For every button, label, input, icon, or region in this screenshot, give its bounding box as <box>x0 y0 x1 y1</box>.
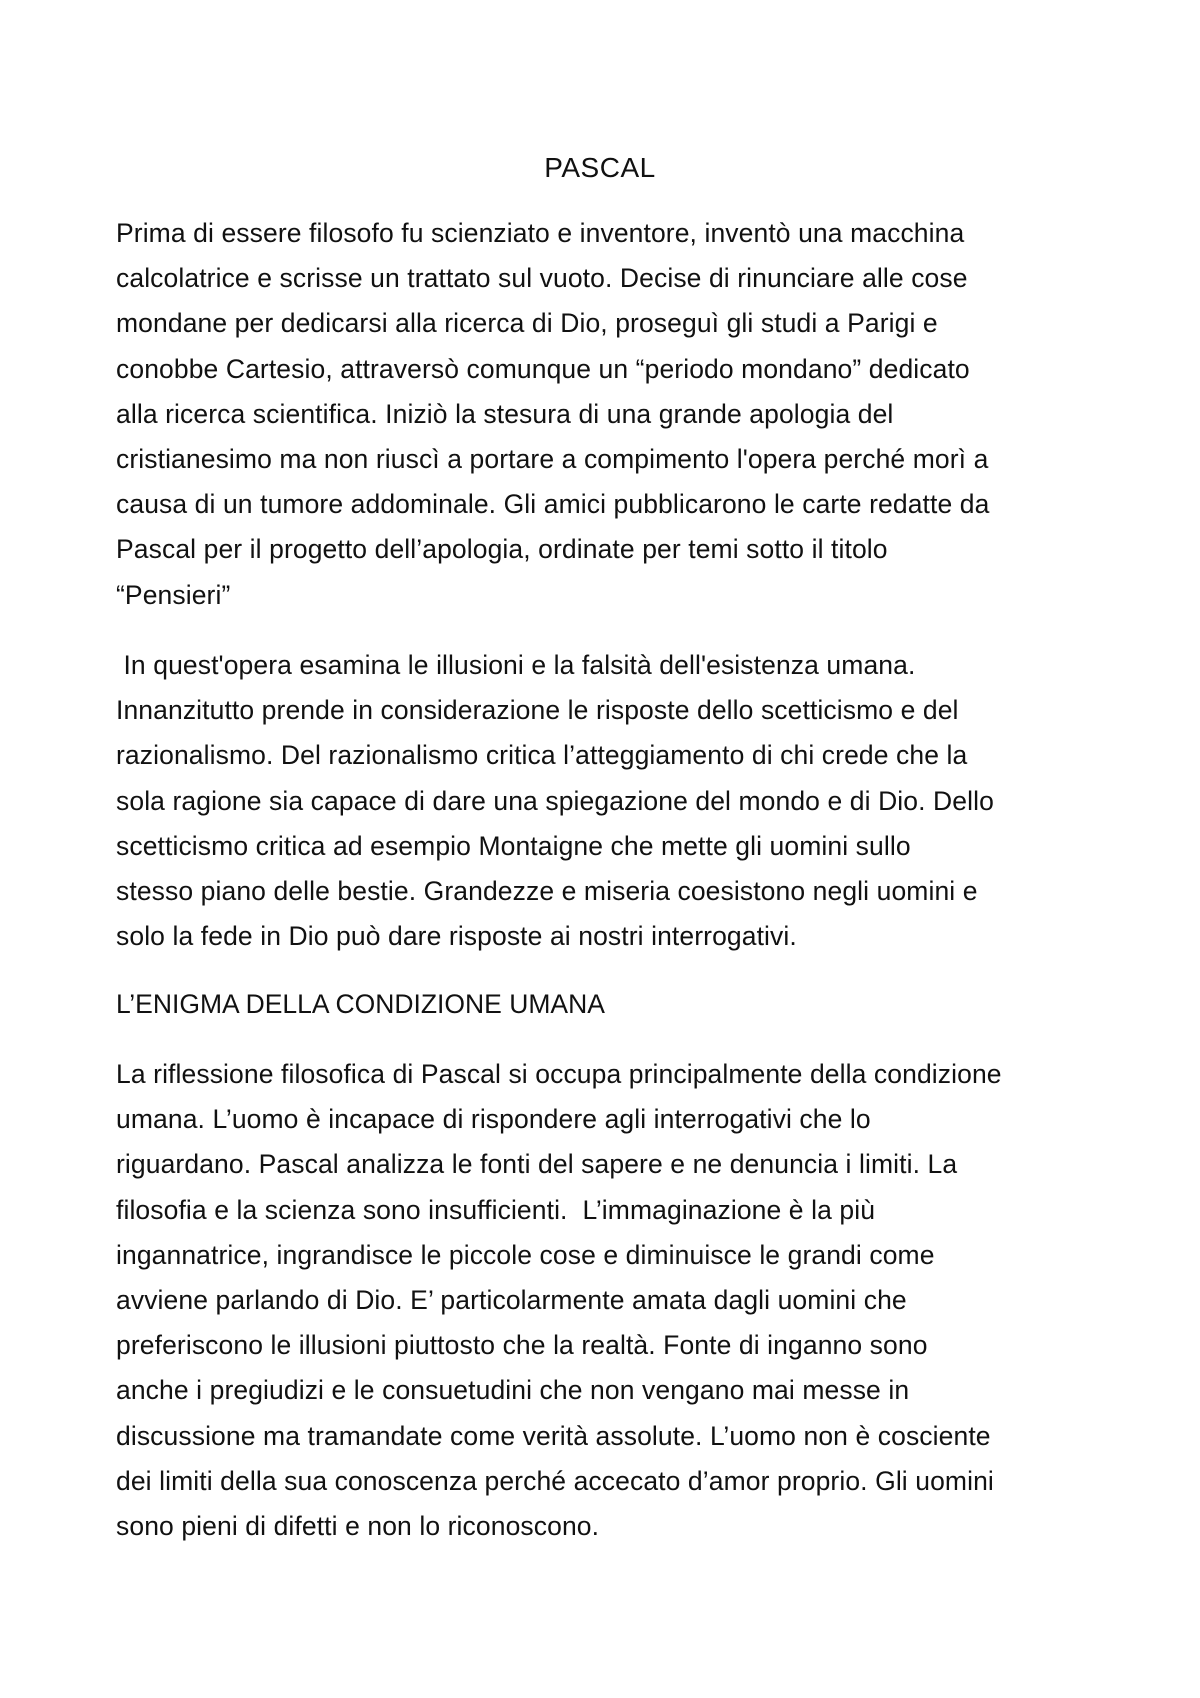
text-line: sono pieni di difetti e non lo riconoscono. <box>116 1510 600 1541</box>
text-line: ingannatrice, ingrandisce le piccole cose e diminuisce le grandi come <box>116 1239 935 1270</box>
text-line: cristianesimo ma non riuscì a portare a compimento l'opera perché morì a <box>116 443 989 474</box>
text-line: preferiscono le illusioni piuttosto che la realtà. Fonte di inganno sono <box>116 1330 928 1361</box>
text-line: riguardano. Pascal analizza le fonti del sapere e ne denuncia i limiti. La <box>116 1149 958 1180</box>
text-line: In quest'opera esamina le illusioni e la falsità dell'esistenza umana. <box>116 650 916 680</box>
text-line: calcolatrice e scrisse un trattato sul vuoto. Decise di rinunciare alle cose <box>116 263 968 294</box>
page-title: PASCAL <box>544 152 656 183</box>
text-line: scetticismo critica ad esempio Montaigne che mette gli uomini sullo <box>116 830 911 861</box>
text-line: mondane per dedicarsi alla ricerca di Dio, proseguì gli studi a Parigi e <box>116 308 938 339</box>
text-line: Pascal per il progetto dell’apologia, ordinate per temi sotto il titolo <box>116 534 888 565</box>
text-line: umana. L’uomo è incapace di rispondere agli interrogativi che lo <box>116 1104 871 1135</box>
text-line: conobbe Cartesio, attraversò comunque un “periodo mondano” dedicato <box>116 353 970 384</box>
text-line: La riflessione filosofica di Pascal si occupa principalmente della condizione <box>116 1059 1002 1089</box>
paragraph-condizione <box>116 1052 1096 1549</box>
text-line: discussione ma tramandate come verità assolute. L’uomo non è cosciente <box>116 1420 991 1451</box>
section-heading: L’ENIGMA DELLA CONDIZIONE UMANA <box>116 989 605 1019</box>
paragraph-intro <box>116 211 1096 618</box>
text-line: sola ragione sia capace di dare una spiegazione del mondo e di Dio. Dello <box>116 785 994 816</box>
text-line: alla ricerca scientifica. Iniziò la stesura di una grande apologia del <box>116 398 894 429</box>
text-line: filosofia e la scienza sono insufficienti. L’immaginazione è la più <box>116 1194 876 1225</box>
paragraph-pensieri <box>116 643 1096 959</box>
text-line: Innanzitutto prende in considerazione le risposte dello scetticismo e del <box>116 695 959 726</box>
text-line: solo la fede in Dio può dare risposte ai nostri interrogativi. <box>116 921 797 952</box>
text-line: anche i pregiudizi e le consuetudini che non vengano mai messe in <box>116 1375 910 1406</box>
text-line: dei limiti della sua conoscenza perché accecato d’amor proprio. Gli uomini <box>116 1465 994 1496</box>
text-line: razionalismo. Del razionalismo critica l’atteggiamento di chi crede che la <box>116 740 968 771</box>
text-line: “Pensieri” <box>116 579 231 610</box>
text-line: causa di un tumore addominale. Gli amici pubblicarono le carte redatte da <box>116 489 990 520</box>
text-line: avviene parlando di Dio. E’ particolarmente amata dagli uomini che <box>116 1284 907 1315</box>
text-line: Prima di essere filosofo fu scienziato e inventore, inventò una macchina <box>116 218 965 248</box>
text-line: stesso piano delle bestie. Grandezze e miseria coesistono negli uomini e <box>116 875 978 906</box>
